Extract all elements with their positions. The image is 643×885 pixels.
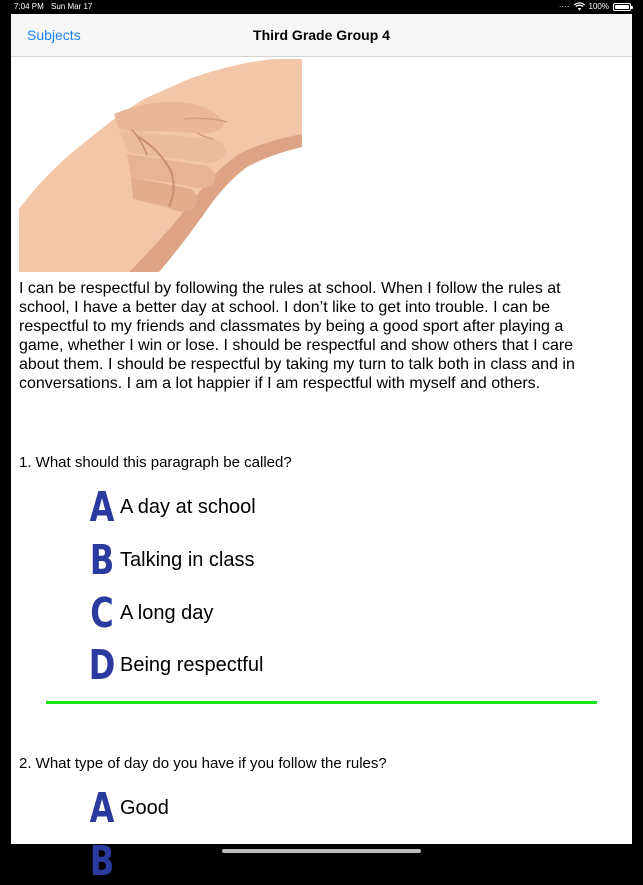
letter-a-icon: A (89, 784, 115, 832)
answer-text: Good (120, 796, 169, 819)
battery-percent: 100% (588, 2, 609, 11)
reading-passage: I can be respectful by following the rules at school. When I follow the rules at school, I have a better day at school. I don’t like to get into trouble. I can be respectful to my friends and classmates by being a good sport after playing a game, whether I win or lose. I should be respectful and show others that I care about them. I should be respectful by taking my turn to talk both in class and in conversations. I am a lot happier if I am respectful with myself and others. (19, 280, 575, 392)
status-time: 7:04 PM (14, 2, 44, 11)
answer-option-1a[interactable] (87, 485, 256, 529)
question-1: 1. What should this paragraph be called? (19, 454, 292, 471)
answer-option-1c[interactable] (87, 591, 213, 635)
page-title: Third Grade Group 4 (253, 27, 390, 43)
lesson-content[interactable] (11, 58, 632, 885)
answer-option-1d[interactable] (87, 643, 263, 687)
answer-text: A day at school (120, 495, 256, 518)
answer-text: Talking in class (120, 548, 255, 571)
subjects-back-button[interactable]: Subjects (27, 27, 81, 43)
signal-dots-icon: ···· (558, 2, 570, 11)
status-bar (0, 0, 643, 14)
question-2: 2. What type of day do you have if you follow the rules? (19, 755, 387, 772)
status-indicators (559, 2, 631, 11)
answer-option-1b[interactable] (87, 538, 255, 582)
navigation-bar (11, 14, 632, 57)
handshake-illustration (19, 59, 302, 272)
battery-icon (613, 3, 631, 11)
answer-option-2a[interactable] (87, 786, 169, 830)
home-indicator[interactable] (222, 849, 421, 853)
answer-option-2b[interactable] (87, 839, 120, 883)
status-date: Sun Mar 17 (51, 2, 93, 11)
answer-text: A long day (120, 601, 214, 624)
letter-c-icon: C (90, 589, 114, 637)
answer-text: Being respectful (120, 653, 264, 676)
wifi-icon (574, 3, 585, 11)
question-divider (46, 701, 597, 704)
handshake-photo (19, 59, 302, 272)
letter-b-icon: B (89, 837, 115, 885)
letter-d-icon: D (88, 641, 116, 689)
letter-a-icon: A (89, 483, 115, 531)
app-screen (11, 14, 632, 885)
letter-b-icon: B (89, 536, 115, 584)
